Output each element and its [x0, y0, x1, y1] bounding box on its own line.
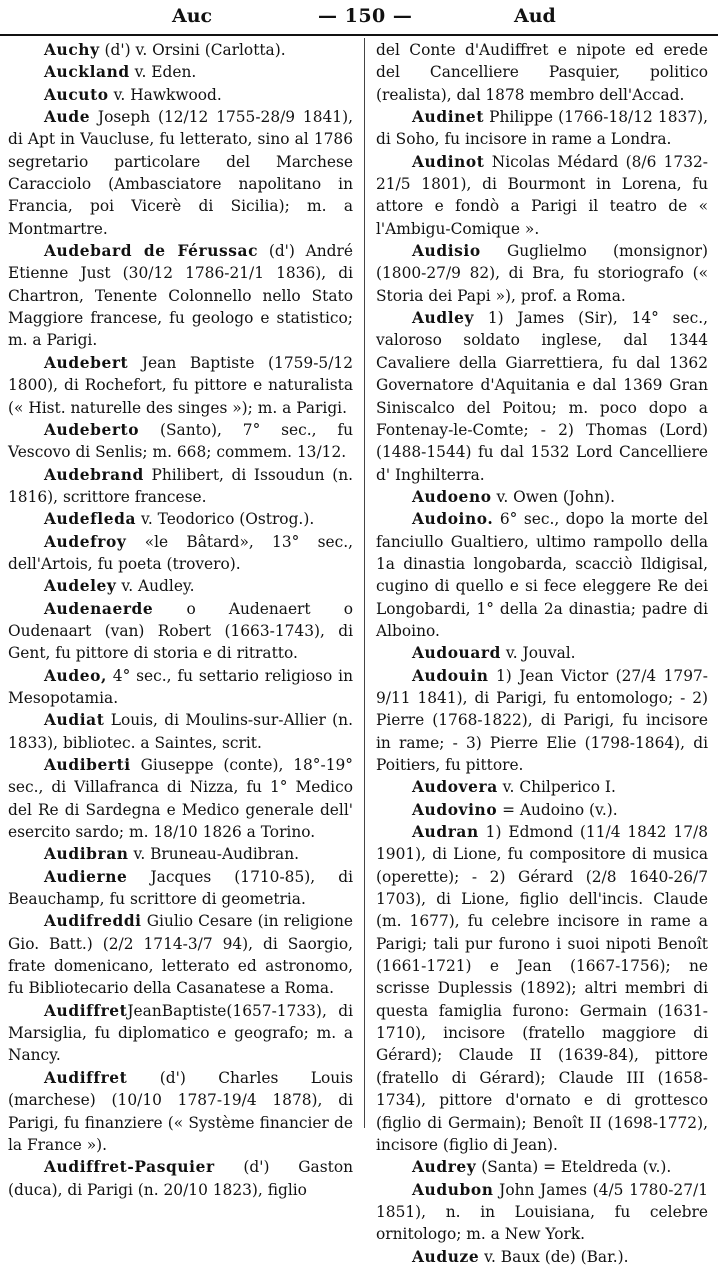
- entry-audley: Audley 1) James (Sir), 14° sec., valoroso soldato inglese, dal 1344 Cavaliere della Giarrettiera, fu dal 1362 Governatore d'Aquitania e dal 1369 Gran Siniscalco del Poitou; m. poco dopo a Fontenay-le-Comte; - 2) Thomas (Lord) (1488-1544) fu dal 1532 Lord Cancelliere d' Inghilterra.: [376, 309, 708, 484]
- entry-audiffret-jean-baptiste: AudiffretJeanBaptiste(1657-1733), di Marsiglia, fu diplomatico e geografo; m. a Nancy.: [8, 1001, 353, 1065]
- entry-audiffret-charles-louis: Audiffret (d') Charles Louis (marchese) (10/10 1787-19/4 1878), di Parigi, fu finanziere (« Système financier de la France »).: [8, 1068, 353, 1154]
- page-number: — 150 —: [318, 5, 413, 27]
- entry-audebard-de-ferussac: Audebard de Férussac (d') André Etienne Just (30/12 1786-21/1 1836), di Chartron, Tenente Colonnello nello Stato Maggiore francese, fu geologo e statistico; m. a Parigi.: [8, 242, 353, 350]
- entry-audeley: Audeley v. Audley.: [44, 577, 195, 596]
- entry-aucuto: Aucuto v. Hawkwood.: [44, 85, 222, 104]
- entry-audeo: Audeo, 4° sec., fu settario religioso in Mesopotamia.: [8, 666, 353, 707]
- entry-audouin: Audouin 1) Jean Victor (27/4 1797-9/11 1841), di Parigi, fu entomologo; - 2) Pierre (1768-1822), di Parigi, fu incisore in rame; - 3) Pierre Elie (1798-1864), di Poitiers, fu pittore.: [376, 666, 708, 774]
- entry-audebrand: Audebrand Philibert, di Issoudun (n. 1816), scrittore francese.: [8, 465, 353, 506]
- left-column: [8, 39, 353, 1201]
- entry-audierne: Audierne Jacques (1710-85), di Beauchamp, fu scrittore di geometria.: [8, 867, 353, 909]
- entry-audiffret-pasquier: Audiffret-Pasquier (d') Gaston (duca), di Parigi (n. 20/10 1823), figlio: [8, 1158, 353, 1199]
- entry-audebert: Audebert Jean Baptiste (1759-5/12 1800), di Rochefort, fu pittore e naturalista (« Hist. naturelle des singes »); m. a Parigi.: [8, 353, 353, 417]
- entry-audovino: Audovino = Audoino (v.).: [412, 800, 618, 819]
- right-column: [376, 39, 708, 1268]
- entry-audiberti: Audiberti Giuseppe (conte), 18°-19° sec., di Villafranca di Nizza, fu 1° Medico del Re di Sardegna e Medico generale dell' esercito sardo; m. 18/10 1826 a Torino.: [8, 756, 353, 842]
- entry-audifreddi: Audifreddi Giulio Cesare (in religione Gio. Batt.) (2/2 1714-3/7 94), di Saorgio, frate domenicano, letterato ed astronomo, fu Bibliotecario della Casanatese a Roma.: [8, 912, 353, 998]
- entry-audefroy: Audefroy «le Bâtard», 13° sec., dell'Artois, fu poeta (trovero).: [8, 532, 353, 573]
- entry-audenaerde: Audenaerde o Audenaert o Oudenaart (van) Robert (1663-1743), di Gent, fu pittore di storia e di ritratto.: [8, 599, 353, 663]
- entry-audiat: Audiat Louis, di Moulins-sur-Allier (n. 1833), bibliotec. a Saintes, scrit.: [8, 711, 353, 752]
- left-running-headword: Auc: [172, 5, 213, 27]
- column-divider: [364, 38, 365, 1128]
- running-header: [0, 0, 718, 36]
- entry-auckland: Auckland v. Eden.: [44, 63, 197, 82]
- entry-audovera: Audovera v. Chilperico I.: [412, 778, 616, 797]
- entry-audouard: Audouard v. Jouval.: [412, 644, 576, 663]
- entry-audefleda: Audefleda v. Teodorico (Ostrog.).: [44, 510, 315, 529]
- entry-audrey: Audrey (Santa) = Eteldreda (v.).: [412, 1158, 672, 1177]
- entry-audinet: Audinet Philippe (1766-18/12 1837), di Soho, fu incisore in rame a Londra.: [376, 108, 708, 149]
- entry-aude: Aude Joseph (12/12 1755-28/9 1841), di Apt in Vaucluse, fu letterato, sino al 1786 segretario particolare del Marchese Caracciolo (Ambasciatore napolitano in Francia, poi Vicerè di Sicilia); m. a Montmartre.: [8, 108, 353, 238]
- entry-audran: Audran 1) Edmond (11/4 1842 17/8 1901), di Lione, fu compositore di musica (operette); - 2) Gérard (2/8 1640-26/7 1703), di Lione, figlio dell'incis. Claude (m. 1677), fu celebre incisore in rame a Parigi; tali pur furono i suoi nipoti Benoît (1661-1721) e Jean (1667-1756); ne scrisse Duplessis (1892); altri membri di questa famiglia furono: Germain (1631-1710), incisore (fratello maggiore di Gérard); Claude II (1639-84), pittore (fratello di Gérard); Claude III (1658-1734), pittore d'ornato e di grottesco (figlio di Germain); Benoît II (1698-1772), incisore (figlio di Jean).: [376, 823, 708, 1154]
- entry-audubon: Audubon John James (4/5 1780-27/1 1851), n. in Louisiana, fu celebre ornitologo; m. a New York.: [376, 1180, 708, 1244]
- entry-auduze: Auduze v. Baux (de) (Bar.).: [412, 1247, 629, 1266]
- entry-audibran: Audibran v. Bruneau-Audibran.: [44, 845, 300, 864]
- entry-audisio: Audisio Guglielmo (monsignor) (1800-27/9 82), di Bra, fu storiografo (« Storia dei Papi »), prof. a Roma.: [376, 242, 708, 305]
- entry-auchy: Auchy (d') v. Orsini (Carlotta).: [44, 41, 286, 59]
- entry-audiffret-pasquier-continued: del Conte d'Audiffret e nipote ed erede del Cancelliere Pasquier, politico (realista), dal 1878 membro dell'Accad.: [376, 41, 708, 104]
- entry-audoeno: Audoeno v. Owen (John).: [412, 487, 616, 506]
- right-running-headword: Aud: [514, 5, 556, 27]
- entry-audoino: Audoino. 6° sec., dopo la morte del fanciullo Gualtiero, ultimo rampollo della 1a dinastia longobarda, scacciò Ildigisal, cugino di quello e si fece eleggere Re dei Longobardi, 1° della 2a dinastia; padre di Alboino.: [376, 510, 708, 640]
- entry-audinot: Audinot Nicolas Médard (8/6 1732-21/5 1801), di Bourmont in Lorena, fu attore e fondò a Parigi il teatro de « l'Ambigu-Comique ».: [376, 152, 708, 238]
- entry-audeberto: Audeberto (Santo), 7° sec., fu Vescovo di Senlis; m. 668; commem. 13/12.: [8, 420, 353, 462]
